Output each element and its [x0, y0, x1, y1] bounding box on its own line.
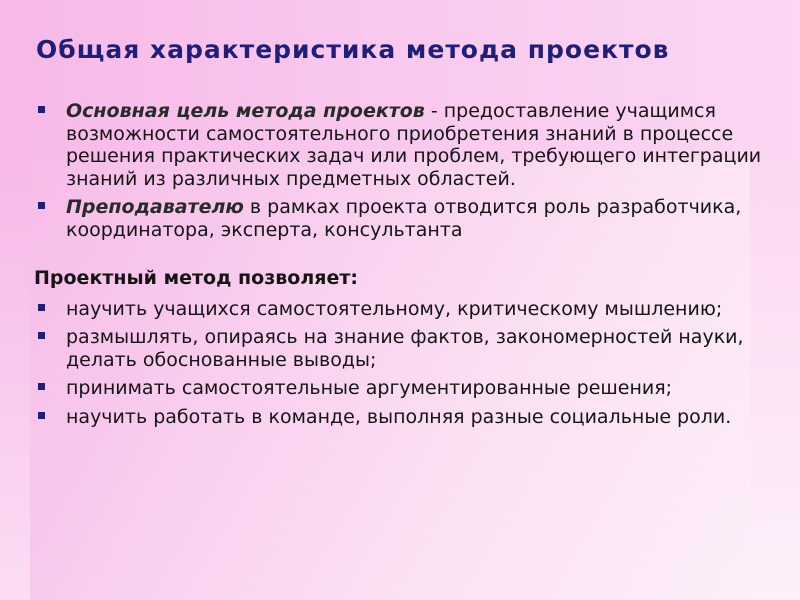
square-bullet-icon — [38, 412, 45, 419]
list-item — [34, 377, 774, 400]
square-bullet-icon — [38, 106, 45, 113]
list-item — [34, 406, 774, 429]
list-item-text: научить работать в команде, выполняя разные социальные роли. — [66, 405, 732, 428]
list-item-text: принимать самостоятельные аргументированные решения; — [66, 377, 673, 399]
slide-content — [34, 100, 774, 434]
intro-item-emphasis: Основная цель метода проектов — [66, 100, 425, 122]
list-item — [34, 326, 774, 371]
square-bullet-icon — [38, 202, 45, 209]
section-heading: Проектный метод позволяет: — [34, 267, 358, 289]
list-item-text: размышлять, опираясь на знание фактов, закономерностей науки, делать обоснованные выводы; — [66, 326, 744, 371]
intro-item — [34, 100, 774, 190]
intro-item-text: в рамках проекта отводится роль разработчика, координатора, эксперта, консультанта — [66, 196, 742, 241]
slide-title: Общая характеристика метода проектов — [36, 35, 670, 64]
intro-item-text: - предоставление учащимся возможности самостоятельного приобретения знаний в процессе решения практических задач или проблем, требующего интеграции знаний из различных предметных областей. — [66, 100, 762, 190]
intro-item — [34, 196, 774, 241]
list-item — [34, 298, 774, 321]
intro-item-emphasis: Преподавателю — [66, 196, 244, 218]
square-bullet-icon — [38, 304, 45, 311]
list-item-text: научить учащихся самостоятельному, критическому мышлению; — [66, 297, 723, 320]
square-bullet-icon — [38, 332, 45, 339]
square-bullet-icon — [38, 383, 45, 390]
background-band-left — [0, 160, 30, 600]
